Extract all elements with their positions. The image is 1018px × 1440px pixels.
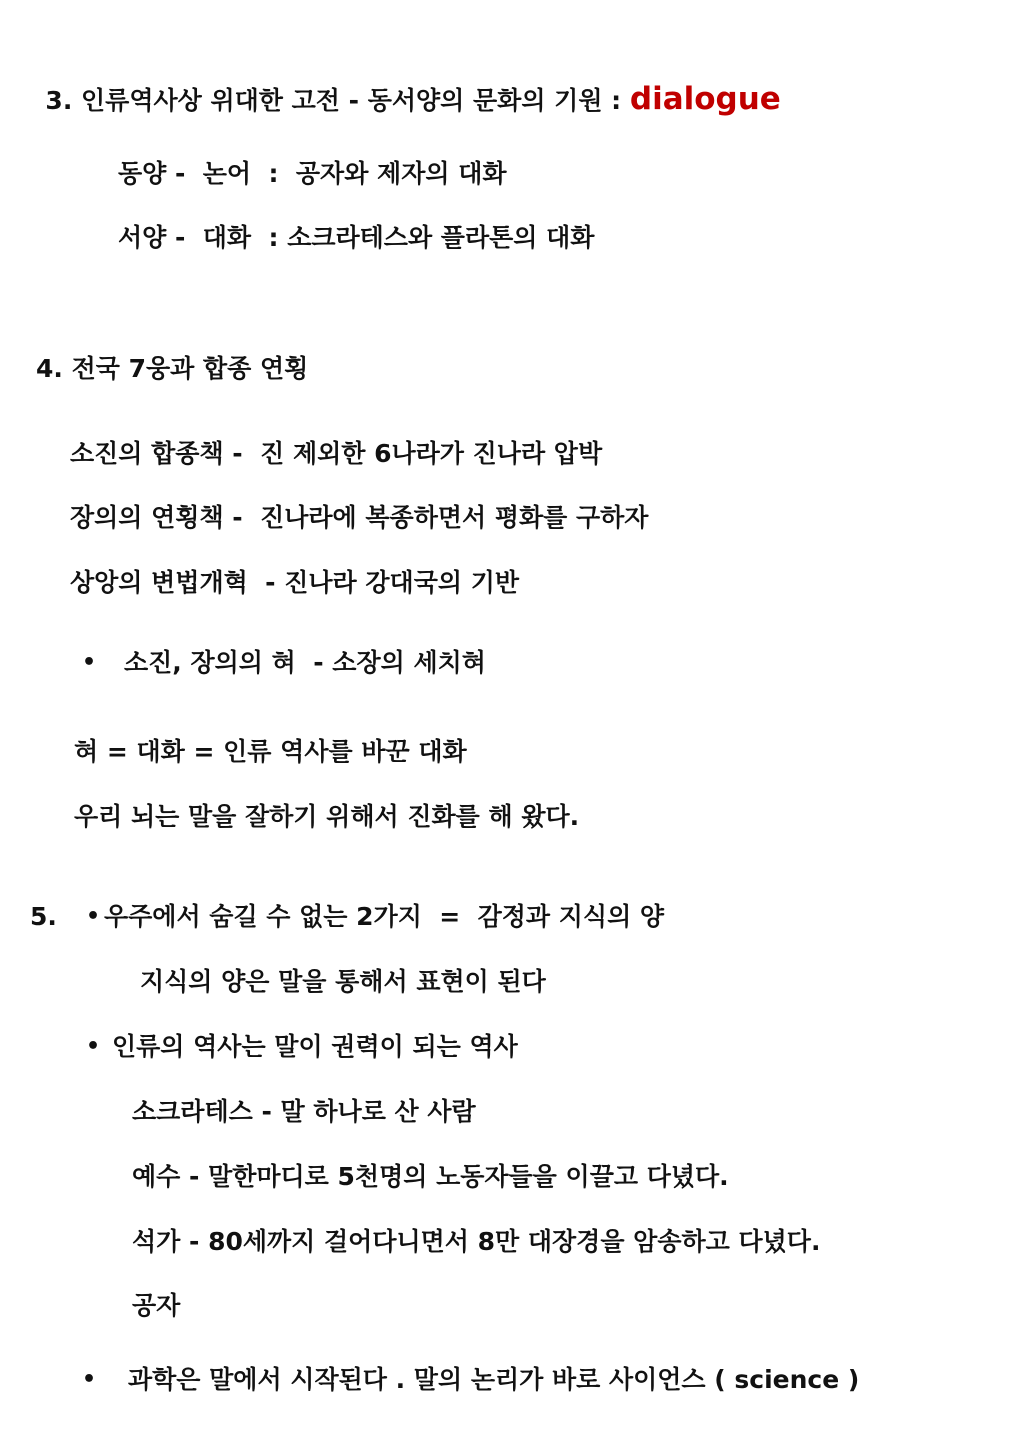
section3-west-line: 서양 - 대화 : 소크라테스와 플라톤의 대화 xyxy=(118,223,595,252)
section5-line-buddha: 석가 - 80세까지 걸어다니면서 8만 대장경을 암송하고 다녔다. xyxy=(132,1227,821,1256)
section5-line-knowledge: 지식의 양은 말을 통해서 표현이 된다 xyxy=(140,967,546,996)
section3-heading-text: 3. 인류역사상 위대한 고전 - 동서양의 문화의 기원 : xyxy=(45,86,630,115)
section5-bullet1-marker: • xyxy=(86,904,101,929)
section5-bullet-science: 과학은 말에서 시작된다 . 말의 논리가 바로 사이언스 ( science ) xyxy=(128,1365,860,1394)
section5-bullet2-marker: • xyxy=(86,1034,101,1059)
section4-line-tongue-dialogue: 혀 = 대화 = 인류 역사를 바꾼 대화 xyxy=(74,737,467,766)
section5-number: 5. xyxy=(30,902,57,931)
section4-heading: 4. 전국 7웅과 합종 연횡 xyxy=(36,354,309,383)
section5-line-confucius: 공자 xyxy=(132,1291,181,1320)
section5-line-socrates: 소크라테스 - 말 하나로 산 사람 xyxy=(132,1097,476,1126)
section5-bullet3-marker: • xyxy=(82,1367,97,1392)
section4-line-sojin: 소진의 합종책 - 진 제외한 6나라가 진나라 압박 xyxy=(70,439,603,468)
section4-bullet-marker: • xyxy=(82,650,97,675)
section4-line-sangang: 상앙의 변법개혁 - 진나라 강대국의 기반 xyxy=(70,568,519,597)
section5-line-jesus: 예수 - 말한마디로 5천명의 노동자들을 이끌고 다녔다. xyxy=(132,1162,729,1191)
section5-bullet-universe: 우주에서 숨길 수 없는 2가지 = 감정과 지식의 양 xyxy=(104,902,665,931)
section3-east-line: 동양 - 논어 : 공자와 제자의 대화 xyxy=(118,159,507,188)
section5-bullet-history: 인류의 역사는 말이 권력이 되는 역사 xyxy=(112,1032,518,1061)
section4-bullet-tongue: 소진, 장의의 혀 - 소장의 세치혀 xyxy=(124,648,486,677)
section4-line-jangui: 장의의 연횡책 - 진나라에 복종하면서 평화를 구하자 xyxy=(70,503,649,532)
section3-heading xyxy=(28,48,781,118)
section4-line-brain: 우리 뇌는 말을 잘하기 위해서 진화를 해 왔다. xyxy=(74,802,580,831)
section3-heading-accent: dialogue xyxy=(629,81,781,117)
